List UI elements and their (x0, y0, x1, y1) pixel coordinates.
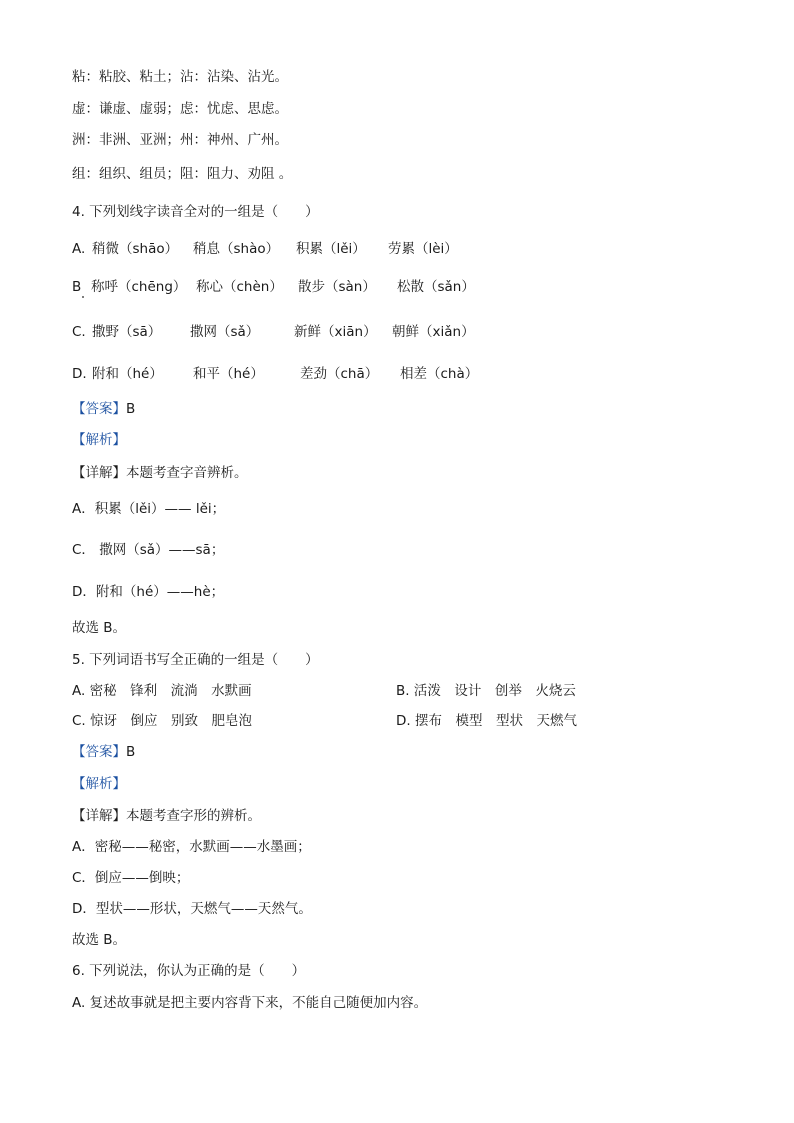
q5-option-a: A. 密秘 锋利 流淌 水默画 (72, 683, 252, 699)
q4-stem: 4. 下列划线字读音全对的一组是（ ） (72, 204, 319, 220)
q5-answer-value: B (126, 744, 136, 760)
q4-option-a-item-2: 稍息（shào） (193, 241, 280, 257)
q5-option-c: C. 惊讶 倒应 别致 肥皂泡 (72, 713, 253, 729)
pair-line-1: 粘：粘胶、粘土；沾：沾染、沾光。 (72, 69, 288, 85)
q4-answer-value: B (126, 401, 136, 417)
q5-option-b: B. 活泼 设计 创举 火烧云 (396, 683, 576, 699)
q4-explain-d: D．附和（hé）——hè； (72, 584, 225, 600)
q4-answer-tag: 【答案】 (72, 401, 126, 417)
q4-option-c-item-2: 撒网（sǎ） (190, 324, 260, 340)
q4-explain-a: A．积累（lěi）—— lěi； (72, 501, 226, 517)
pair-line-4: 组：组织、组员；阻：阻力、劝阻 。 (72, 166, 293, 182)
q4-option-c-item-3: 新鲜（xiān） (294, 324, 377, 340)
q4-conclusion: 故选 B。 (72, 620, 127, 636)
q4-option-a-item-3: 积累（lěi） (296, 241, 366, 257)
q4-answer (72, 400, 135, 418)
q5-detail: 【详解】本题考查字形的辨析。 (72, 808, 261, 824)
q4-option-a-label: A. (72, 241, 86, 257)
q4-option-d-item-1: 附和（hé） (92, 366, 163, 382)
q4-option-c-label: C. (72, 324, 86, 340)
q4-option-d-item-3: 差劲（chā） (300, 366, 379, 382)
q4-option-d-item-2: 和平（hé） (193, 366, 264, 382)
q4-detail: 【详解】本题考查字音辨析。 (72, 465, 248, 481)
q5-conclusion: 故选 B。 (72, 932, 127, 948)
q5-explain-c: C．倒应——倒映； (72, 870, 190, 886)
q4-option-b-item-4: 松散（sǎn） (397, 279, 475, 295)
q5-explain-d: D．型状——形状，天燃气——天然气。 (72, 901, 312, 917)
stray-dot (82, 296, 84, 298)
q5-analysis-label: 【解析】 (72, 776, 126, 792)
q4-option-b-item-3: 散步（sàn） (298, 279, 376, 295)
q5-explain-a: A．密秘——秘密，水默画——水墨画； (72, 839, 311, 855)
q4-option-b-item-2: 称心（chèn） (196, 279, 283, 295)
q5-answer (72, 743, 135, 761)
q5-option-d: D. 摆布 模型 型状 天燃气 (396, 713, 577, 729)
q4-option-d-item-4: 相差（chà） (400, 366, 479, 382)
q4-option-a-item-1: 稍微（shāo） (92, 241, 179, 257)
q4-option-a-item-4: 劳累（lèi） (388, 241, 458, 257)
q4-explain-c: C． 撒网（sǎ）——sā； (72, 542, 225, 558)
pair-line-3: 洲：非洲、亚洲；州：神州、广州。 (72, 132, 288, 148)
q4-option-d-label: D. (72, 366, 87, 382)
q5-answer-tag: 【答案】 (72, 744, 126, 760)
q6-option-a: A. 复述故事就是把主要内容背下来，不能自己随便加内容。 (72, 995, 428, 1011)
q4-analysis-tag (72, 431, 126, 449)
q4-analysis-label: 【解析】 (72, 432, 126, 448)
q5-stem: 5. 下列词语书写全正确的一组是（ ） (72, 652, 319, 668)
q4-option-b-item-1: 称呼（chēng） (91, 279, 187, 295)
q4-option-b-label: B (72, 279, 82, 295)
q4-option-c-item-1: 撒野（sā） (92, 324, 162, 340)
pair-line-2: 虚：谦虚、虚弱；虑：忧虑、思虑。 (72, 101, 288, 117)
q5-analysis-tag (72, 775, 126, 793)
q4-option-c-item-4: 朝鲜（xiǎn） (392, 324, 475, 340)
q6-stem: 6. 下列说法，你认为正确的是（ ） (72, 963, 306, 979)
